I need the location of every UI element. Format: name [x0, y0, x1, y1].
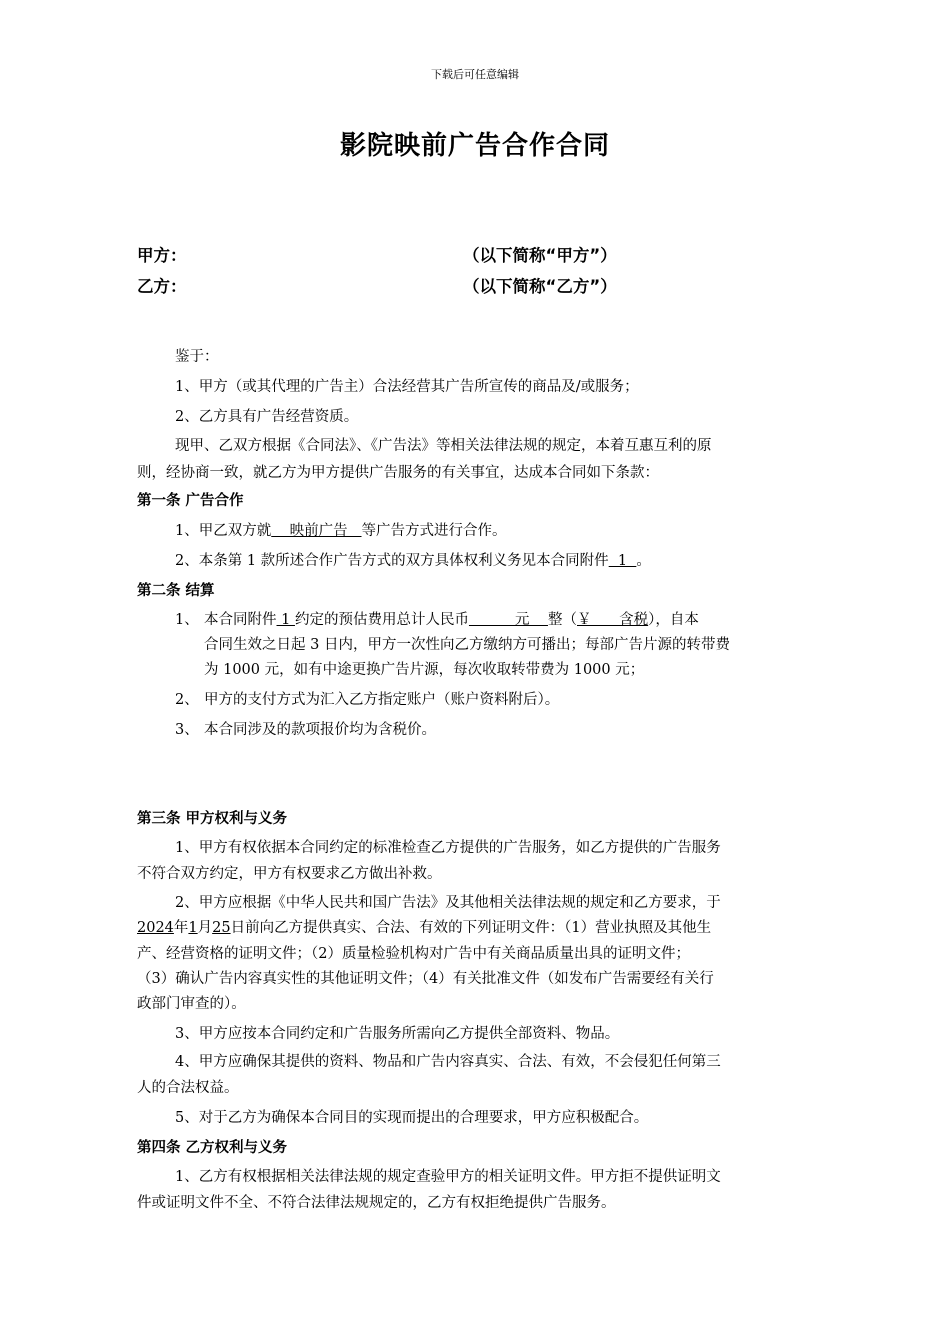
- appendix-number-field: 1: [608, 553, 637, 569]
- clause-text: 年: [173, 920, 189, 936]
- cooperation-mode-field: 映前广告: [271, 523, 362, 539]
- article-3-clause-4-line-1: 4、甲方应确保其提供的资料、物品和广告内容真实、合法、有效，不会侵犯任何第三: [175, 1054, 721, 1070]
- article-4-clause-1-line-1: 1、乙方有权根据相关法律法规的规定查验甲方的相关证明文件。甲方拒不提供证明文: [175, 1169, 721, 1185]
- article-3-clause-1-line-1: 1、甲方有权依据本合同约定的标准检查乙方提供的广告服务，如乙方提供的广告服务: [175, 840, 721, 856]
- party-b-alias: （以下简称“乙方”）: [463, 277, 617, 296]
- article-3-clause-2-line-4: （3）确认广告内容真实性的其他证明文件；（4）有关批准文件（如发布广告需要经有关行: [137, 971, 714, 987]
- deadline-month-field: 1: [188, 920, 198, 936]
- article-2-clause-1-line-3: 为 1000 元，如有中途更换广告片源，每次收取转带费为 1000 元；: [204, 662, 645, 678]
- clause-text: 日前向乙方提供真实、合法、有效的下列证明文件：（1）营业执照及其他生: [230, 920, 712, 936]
- article-2-clause-2: 甲方的支付方式为汇入乙方指定账户（账户资料附后）。: [204, 692, 560, 708]
- deadline-day-field: 25: [212, 920, 231, 936]
- article-3-heading: 第三条 甲方权利与义务: [137, 811, 288, 827]
- contract-title: 影院映前广告合作合同: [339, 131, 610, 161]
- clause-text: 月: [197, 920, 213, 936]
- recital-paragraph-line-1: 现甲、乙双方根据《合同法》、《广告法》等相关法律法规的规定，本着互惠互利的原: [175, 438, 712, 454]
- article-3-clause-4-line-2: 人的合法权益。: [137, 1080, 239, 1096]
- article-3-clause-2-line-1: 2、甲方应根据《中华人民共和国广告法》及其他相关法律法规的规定和乙方要求，于: [175, 895, 721, 911]
- article-3-clause-2-line-5: 政部门审查的）。: [137, 996, 246, 1012]
- party-a-alias: （以下简称“甲方”）: [463, 246, 617, 265]
- article-2-clause-1-number: 1、: [175, 612, 199, 628]
- recital-item-2: 2、乙方具有广告经营资质。: [175, 409, 359, 425]
- clause-text: 整（: [547, 612, 577, 628]
- clause-text: ），自本: [648, 612, 699, 628]
- appendix-number-field: 1: [276, 612, 295, 628]
- clause-text: 等广告方式进行合作。: [361, 523, 507, 539]
- recital-paragraph-line-2: 则，经协商一致，就乙方为甲方提供广告服务的有关事宜，达成本合同如下条款：: [137, 465, 659, 481]
- article-3-clause-2-line-2: [137, 916, 711, 937]
- article-3-clause-3: 3、甲方应按本合同约定和广告服务所需向乙方提供全部资料、物品。: [175, 1026, 620, 1042]
- article-2-clause-1-line-1: [204, 608, 699, 629]
- article-1-clause-1: [175, 519, 507, 540]
- article-4-clause-1-line-2: 件或证明文件不全、不符合法律法规规定的，乙方有权拒绝提供广告服务。: [137, 1195, 616, 1211]
- clause-text: 约定的预估费用总计人民币: [294, 612, 469, 628]
- article-3-clause-1-line-2: 不符合双方约定，甲方有权要求乙方做出补救。: [137, 866, 442, 882]
- clause-text: 1、甲乙双方就: [175, 523, 272, 539]
- article-2-heading: 第二条 结算: [137, 583, 215, 599]
- article-1-heading: 第一条 广告合作: [137, 493, 244, 509]
- article-2-clause-3: 本合同涉及的款项报价均为含税价。: [204, 722, 436, 738]
- clause-text: 。: [636, 553, 651, 569]
- recitals-intro: 鉴于：: [175, 349, 219, 365]
- recital-item-1: 1、甲方（或其代理的广告主）合法经营其广告所宣传的商品及/或服务；: [175, 379, 639, 395]
- article-1-clause-2: [175, 549, 651, 570]
- article-4-heading: 第四条 乙方权利与义务: [137, 1140, 288, 1156]
- article-2-clause-1-line-2: 合同生效之日起 3 日内，甲方一次性向乙方缴纳方可播出；每部广告片源的转带费: [204, 637, 730, 653]
- amount-field: 元: [468, 612, 548, 628]
- deadline-year-field: 2024: [137, 920, 174, 936]
- party-b-label: 乙方：: [137, 277, 187, 296]
- header-note: 下载后可任意编辑: [431, 68, 519, 81]
- clause-text: 本合同附件: [204, 612, 277, 628]
- tax-amount-field: ￥ 含税: [576, 612, 649, 628]
- article-2-clause-3-number: 3、: [175, 722, 199, 738]
- party-a-label: 甲方：: [137, 246, 187, 265]
- clause-text: 2、本条第 1 款所述合作广告方式的双方具体权利义务见本合同附件: [175, 553, 609, 569]
- article-3-clause-2-line-3: 产、经营资格的证明文件；（2）质量检验机构对广告中有关商品质量出具的证明文件；: [137, 946, 690, 962]
- article-3-clause-5: 5、对于乙方为确保本合同目的实现而提出的合理要求，甲方应积极配合。: [175, 1110, 649, 1126]
- article-2-clause-2-number: 2、: [175, 692, 199, 708]
